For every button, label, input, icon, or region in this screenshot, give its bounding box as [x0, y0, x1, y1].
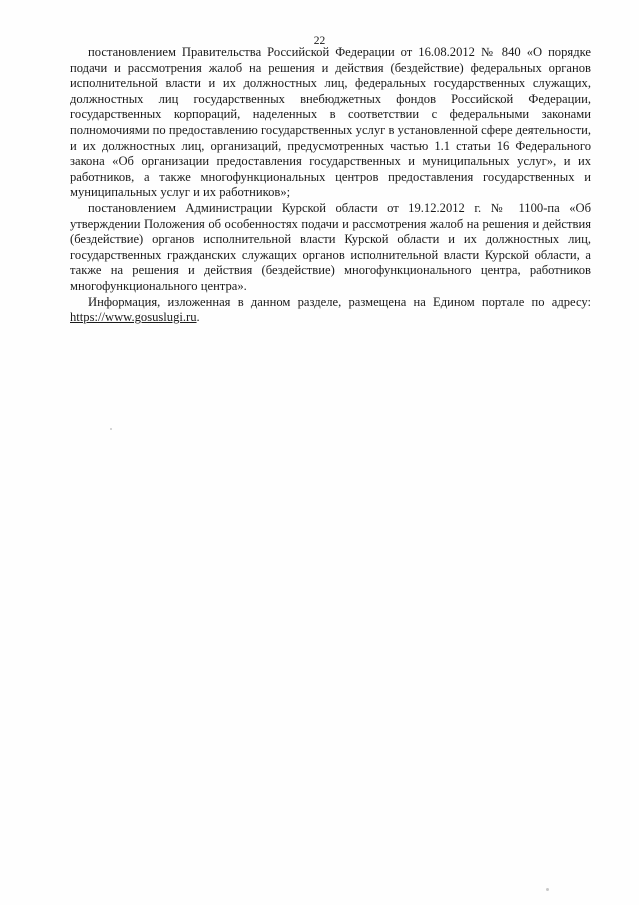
paragraph-portal-info — [70, 295, 591, 326]
gosuslugi-link[interactable]: https://www.gosuslugi.ru — [70, 310, 197, 325]
page-number: 22 — [313, 35, 326, 47]
scan-speck — [110, 428, 112, 430]
paragraph-kursk-decree-1100: постановлением Администрации Курской области от 19.12.2012 г. № 1100-па «Об утверждении Положения об особенностях подачи и рассмотрения жалоб на решения и действия (бездействие) органов исполнительной власти Курской области и их должностных лиц, государственных гражданских служащих органов исполнительной власти Курской области, а также на решения и действия (бездействие) многофункционального центра, работников многофункционального центра». — [70, 200, 591, 293]
portal-info-text: Информация, изложенная в данном разделе, размещена на Едином портале по адресу: — [88, 294, 591, 309]
portal-info-period: . — [196, 310, 200, 325]
paragraph-government-decree-840: постановлением Правительства Российской Федерации от 16.08.2012 № 840 «О порядке подачи и рассмотрения жалоб на решения и действия (бездействие) федеральных органов исполнительной власти и их должностных лиц, федеральных государственных служащих, должностных лиц государственных внебюджетных фондов Российской Федерации, государственных корпораций, наделенных в соответствии с федеральными законами полномочиями по предоставлению государственных услуг в установленной сфере деятельности, и их должностных лиц, организаций, предусмотренных частью 1.1 статьи 16 Федерального закона «Об организации предоставления государственных и муниципальных услуг», и их работников, а также многофункциональных центров предоставления государственных и муниципальных услуг и их работников»; — [70, 45, 591, 200]
body-text — [70, 45, 591, 326]
scan-speck — [546, 888, 549, 891]
